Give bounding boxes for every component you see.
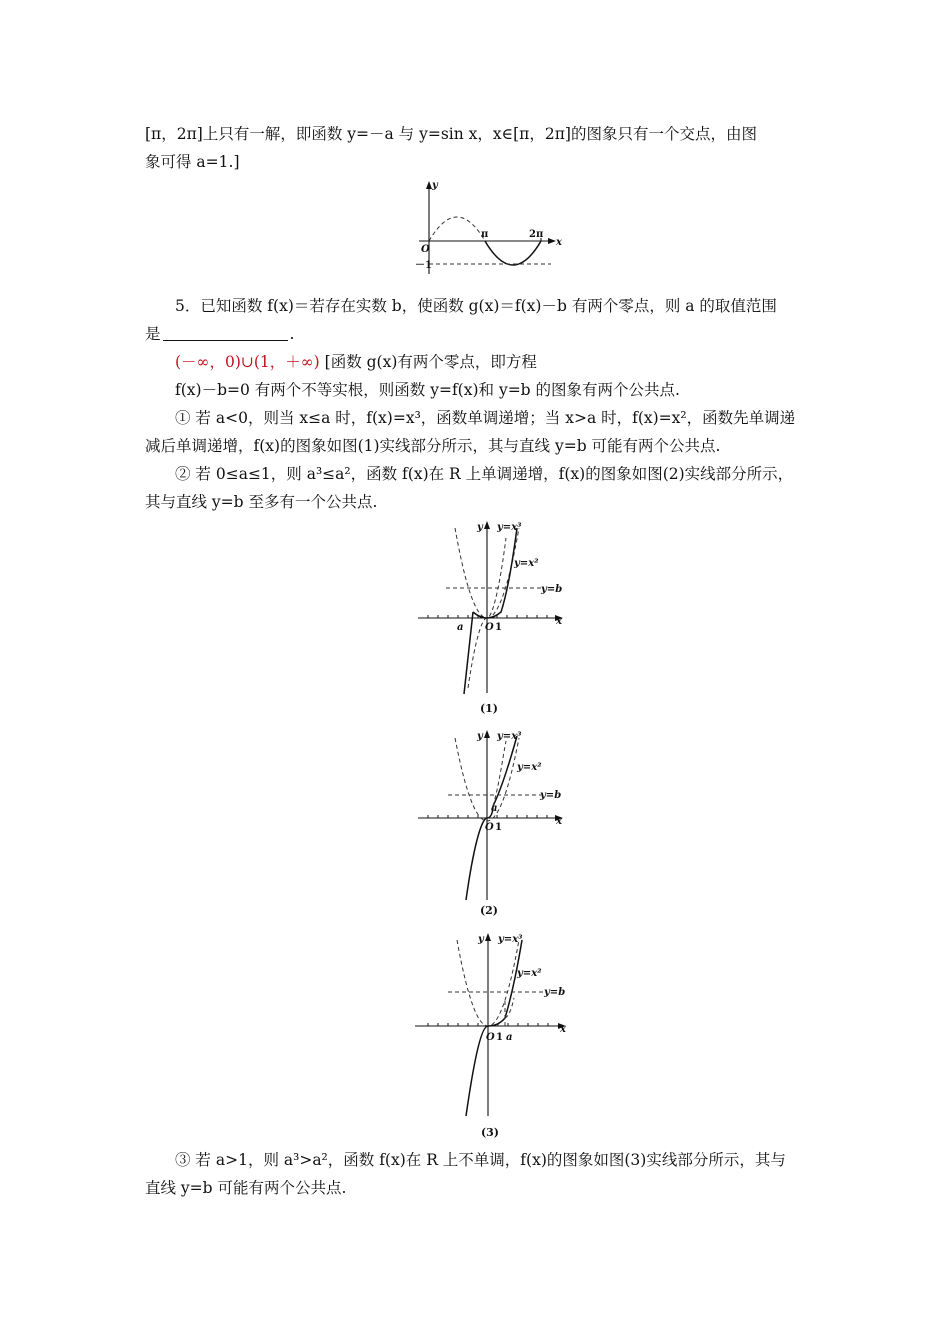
one-label: 1 [495,622,502,633]
one-label: 1 [495,822,502,833]
axis-label-y: y [477,522,483,533]
axis-label-y: y [432,180,438,191]
line-label: y=b [541,584,563,595]
axis-label-y: y [477,731,483,742]
origin-label: O [486,1032,495,1043]
cube-label: y=x³ [497,522,522,533]
figure-sine [415,178,565,278]
axis-label-x: x [556,616,562,627]
case-2-line-1: ② 若 0≤a≤1，则 a³≤a²，函数 f(x)在 R 上单调递增，f(x)的图象如图(2)实线部分所示， [175,465,794,483]
figure-1-caption: (1) [479,702,499,715]
case-1-line-1: ① 若 a<0，则当 x≤a 时，f(x)=x³，函数单调递增；当 x>a 时，f(x)=x²，函数先单调递 [175,409,796,427]
neg-one-label: －1 [415,260,432,271]
answer-text: (－∞，0)∪(1，＋∞) [175,353,320,371]
a-label: a [506,1032,513,1043]
solution-line-1: f(x)－b=0 有两个不等实根，则函数 y=f(x)和 y=b 的图象有两个公共点. [175,381,680,399]
cube-label: y=x³ [498,934,523,945]
axis-label-x: x [556,237,562,248]
line-label: y=b [544,987,566,998]
text-line-2: 象可得 a=1.] [145,153,240,171]
answer-line [175,352,537,372]
cube-label: y=x³ [497,731,522,742]
axis-label-x: x [556,816,562,827]
origin-label: O [485,822,494,833]
axis-label-x: x [560,1024,566,1035]
case-1-line-2: 减后单调递增，f(x)的图象如图(1)实线部分所示，其与直线 y=b 可能有两个公共点. [145,437,721,455]
a-label: a [491,803,498,814]
case-3-line-2: 直线 y=b 可能有两个公共点. [145,1179,347,1197]
two-pi-label: 2π [529,229,544,240]
square-label: y=x² [517,762,542,773]
axis-label-y: y [478,934,484,945]
case-2-line-2: 其与直线 y=b 至多有一个公共点. [145,493,378,511]
answer-blank [163,326,288,341]
square-label: y=x² [517,968,542,979]
pi-label: π [481,229,489,240]
case-3-line-1: ③ 若 a>1，则 a³>a²，函数 f(x)在 R 上不单调，f(x)的图象如图(3)实线部分所示，其与 [175,1151,786,1169]
figure-2 [413,726,573,904]
question-line-2 [145,324,294,344]
text-line-1: [π，2π]上只有一解，即函数 y=－a 与 y=sin x，x∈[π，2π]的图象只有一个交点，由图 [145,125,757,143]
question-suffix: . [289,325,295,343]
figure-2-caption: (2) [479,904,499,917]
one-label: 1 [496,1032,503,1043]
origin-label: O [421,244,430,255]
figure-3-caption: (3) [480,1126,500,1139]
origin-label: O [485,622,494,633]
solution-intro: [函数 g(x)有两个零点，即方程 [319,353,537,371]
line-label: y=b [540,790,562,801]
square-label: y=x² [514,558,539,569]
a-label: a [457,622,464,633]
question-line-1: 5．已知函数 f(x)＝若存在实数 b，使函数 g(x)＝f(x)－b 有两个零点，则 a 的取值范围 [175,297,777,315]
question-prefix: 是 [145,325,161,343]
figure-1 [413,518,573,698]
figure-3 [410,928,575,1120]
